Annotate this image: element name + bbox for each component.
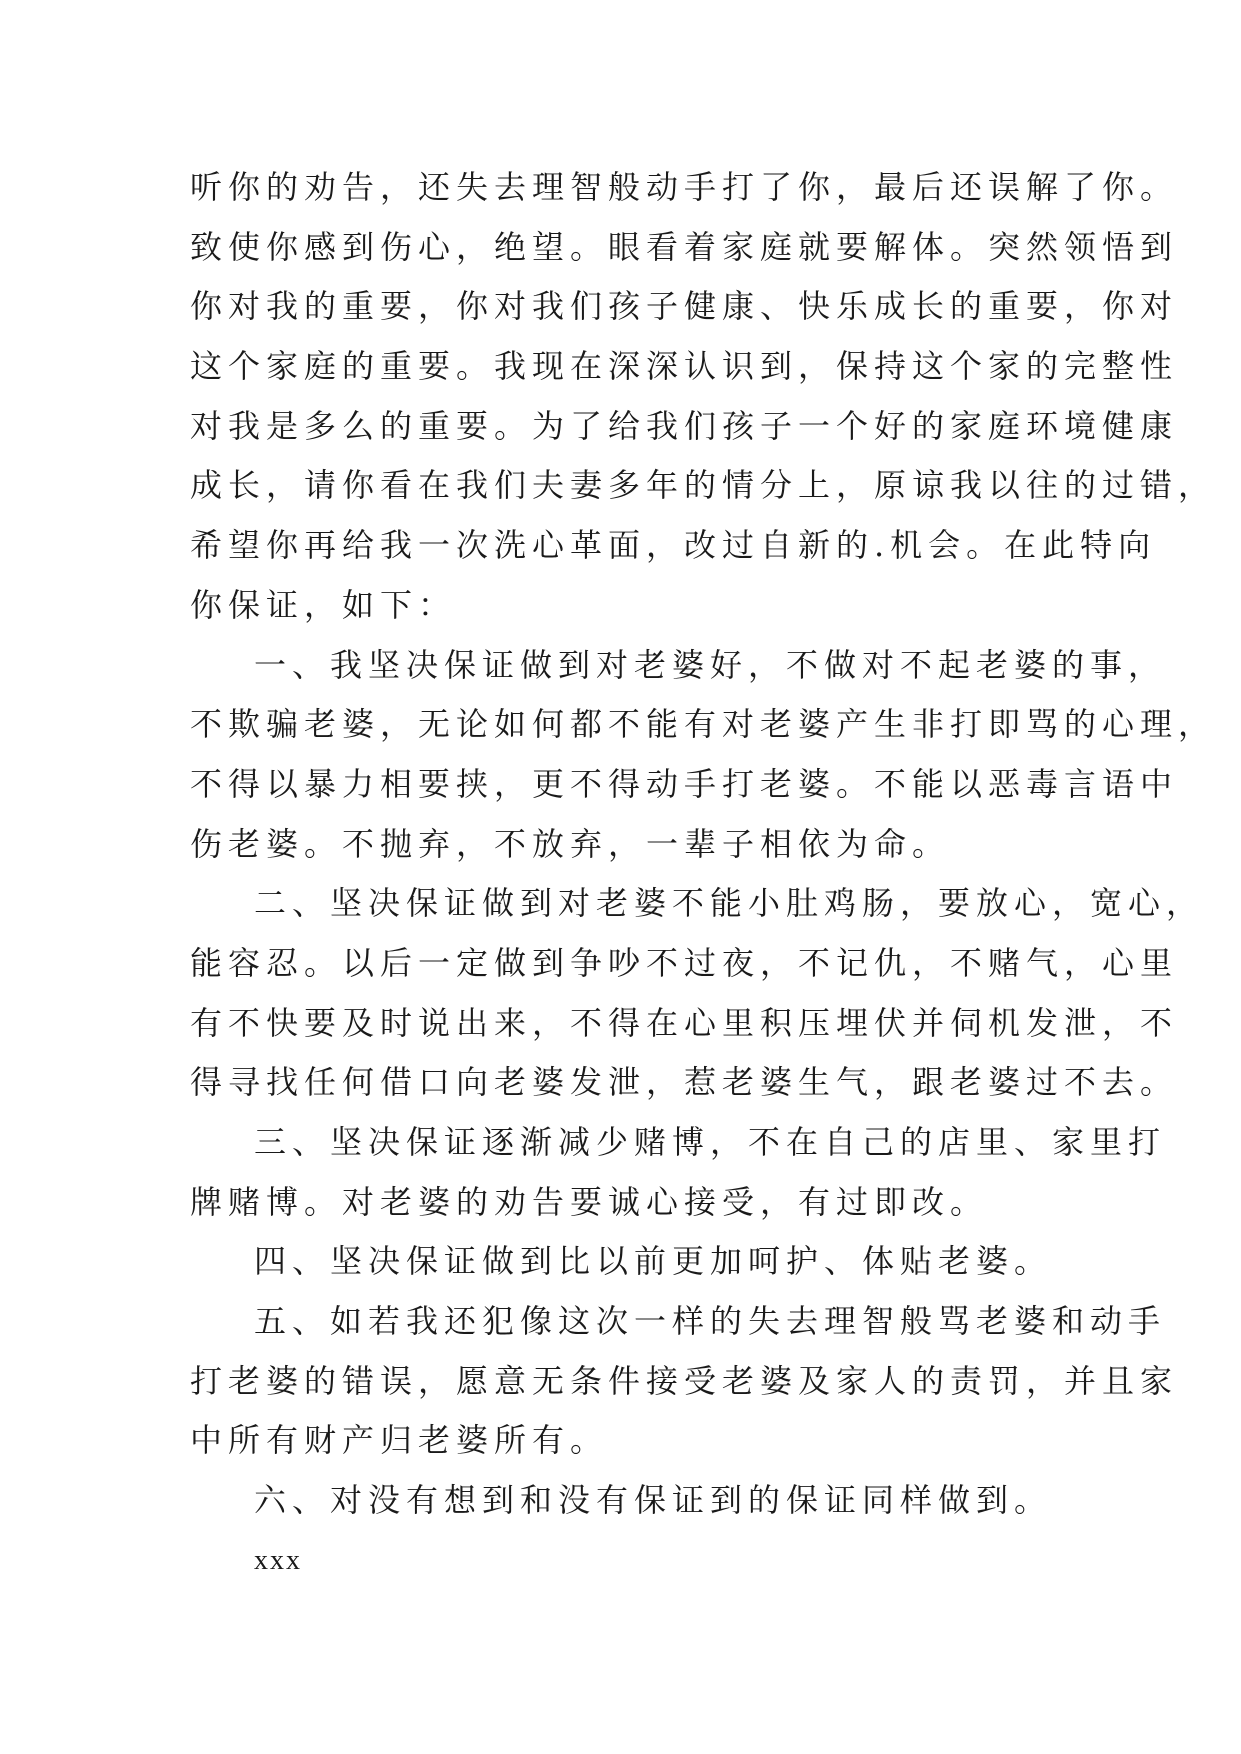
paragraph-start-line: 二、坚决保证做到对老婆不能小肚鸡肠，要放心，宽心， [254,884,1205,923]
paragraph-start-line: 一、我坚决保证做到对老婆好，不做对不起老婆的事， [254,645,1167,684]
text-line: 不欺骗老婆，无论如何都不能有对老婆产生非打即骂的心理， [190,705,1217,744]
text-line: 致使你感到伤心，绝望。眼看着家庭就要解体。突然领悟到 [190,227,1179,266]
text-line: 你保证，如下： [190,585,457,624]
text-line: 中所有财产归老婆所有。 [190,1421,609,1460]
text-line: 不得以暴力相要挟，更不得动手打老婆。不能以恶毒言语中 [190,764,1179,803]
paragraph-start-line: 四、坚决保证做到比以前更加呵护、体贴老婆。 [254,1242,1053,1281]
document-body [190,158,1217,1591]
text-line: 能容忍。以后一定做到争吵不过夜，不记仇，不赌气，心里 [190,943,1179,982]
text-line: 得寻找任何借口向老婆发泄，惹老婆生气，跟老婆过不去。 [190,1063,1179,1102]
text-line: 有不快要及时说出来，不得在心里积压埋伏并伺机发泄，不 [190,1003,1179,1042]
text-line: 打老婆的错误，愿意无条件接受老婆及家人的责罚，并且家 [190,1361,1179,1400]
text-line: 希望你再给我一次洗心革面，改过自新的.机会。在此特向 [190,526,1157,565]
text-line: 你对我的重要，你对我们孩子健康、快乐成长的重要，你对 [190,287,1179,326]
text-line: 伤老婆。不抛弃，不放弃，一辈子相依为命。 [190,824,951,863]
text-line: 牌赌博。对老婆的劝告要诚心接受，有过即改。 [190,1182,989,1221]
text-line: 成长，请你看在我们夫妻多年的情分上，原谅我以往的过错， [190,466,1217,505]
paragraph-start-line: 五、如若我还犯像这次一样的失去理智般骂老婆和动手 [254,1302,1167,1341]
text-line: 听你的劝告，还失去理智般动手打了你，最后还误解了你。 [190,168,1179,206]
paragraph-start-line: 六、对没有想到和没有保证到的保证同样做到。 [254,1481,1053,1520]
signature-line: xxx [254,1544,302,1576]
text-line: 这个家庭的重要。我现在深深认识到，保持这个家的完整性 [190,347,1179,386]
paragraph-start-line: 三、坚决保证逐渐减少赌博，不在自己的店里、家里打 [254,1123,1167,1161]
text-line: 对我是多么的重要。为了给我们孩子一个好的家庭环境健康 [190,406,1179,445]
